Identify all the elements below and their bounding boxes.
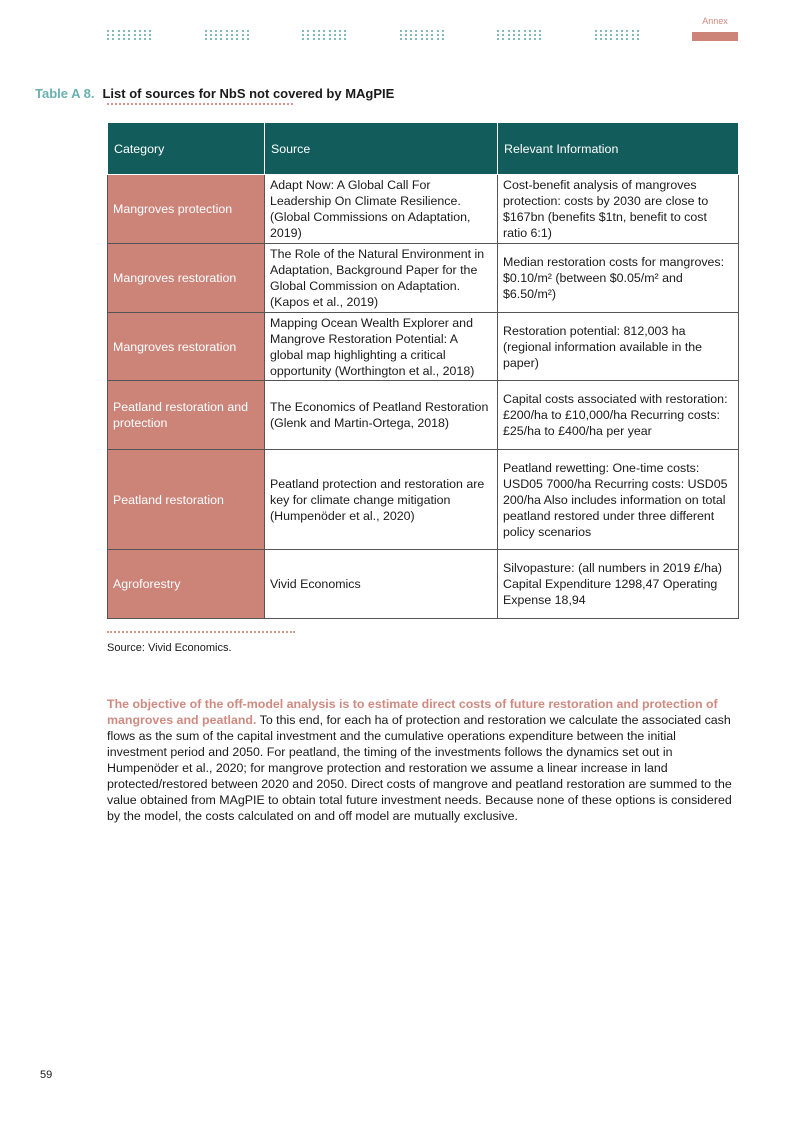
source-cell: Peatland protection and restoration are key for climate change mitigation (Humpenöder et al., 2020) xyxy=(265,450,498,550)
table-row xyxy=(108,313,739,381)
title-underline xyxy=(107,103,293,105)
category-cell: Peatland restoration xyxy=(108,450,265,550)
table-row xyxy=(108,550,739,619)
section-label: Annex xyxy=(702,16,728,26)
info-cell: Capital costs associated with restoration: £200/ha to £10,000/ha Recurring costs: £25/ha to £400/ha per year xyxy=(498,381,739,450)
dot-group xyxy=(107,30,153,42)
page-number: 59 xyxy=(40,1069,53,1081)
table-header-row xyxy=(108,123,739,175)
category-cell: Peatland restoration and protection xyxy=(108,381,265,450)
info-cell: Cost-benefit analysis of mangroves protection: costs by 2030 are close to $167bn (benefits $1tn, benefit to cost ratio 6:1) xyxy=(498,175,739,244)
dot-group xyxy=(302,30,348,42)
source-cell: Vivid Economics xyxy=(265,550,498,619)
info-cell: Peatland rewetting: One-time costs: USD05 7000/ha Recurring costs: USD05 200/ha Also includes information on total peatland restored under three different policy scenarios xyxy=(498,450,739,550)
info-cell: Restoration potential: 812,003 ha (regional information available in the paper) xyxy=(498,313,739,381)
info-cell: Silvopasture: (all numbers in 2019 £/ha) Capital Expenditure 1298,47 Operating Expense 18,94 xyxy=(498,550,739,619)
table-row xyxy=(108,450,739,550)
body-highlight: The objective of the off-model analysis is to estimate direct costs of future restoration and protection of mangroves and peatland. xyxy=(107,697,718,727)
source-divider xyxy=(107,631,295,633)
body-text: To this end, for each ha of protection and restoration we calculate the associated cash flows as the sum of the capital investment and the cumulative operations expenditure between the initial investment period and 2050. For peatland, the timing of the investments follows the dynamics set out in Humpenöder et al., 2020; for mangrove protection and restoration we assume a linear increase in land protected/restored between 2020 and 2050. Direct costs of mangrove and peatland restoration are summed to the value obtained from MAgPIE to obtain total future investment needs. Because none of these options is considered by the model, the costs calculated on and off model are mutually exclusive. xyxy=(107,713,732,823)
dot-group xyxy=(205,30,251,42)
table-title: List of sources for NbS not covered by MAgPIE xyxy=(102,86,395,101)
source-note: Source: Vivid Economics. xyxy=(107,642,232,654)
sources-table xyxy=(107,122,739,619)
category-cell: Mangroves restoration xyxy=(108,313,265,381)
table-caption xyxy=(35,86,394,101)
table-number: Table A 8. xyxy=(35,86,95,101)
source-cell: Mapping Ocean Wealth Explorer and Mangrove Restoration Potential: A global map highlighting a critical opportunity (Worthington et al., 2018) xyxy=(265,313,498,381)
section-accent-bar xyxy=(692,32,738,41)
source-cell: The Economics of Peatland Restoration (Glenk and Martin-Ortega, 2018) xyxy=(265,381,498,450)
category-cell: Agroforestry xyxy=(108,550,265,619)
category-cell: Mangroves restoration xyxy=(108,244,265,313)
source-cell: Adapt Now: A Global Call For Leadership On Climate Resilience. (Global Commissions on Adaptation, 2019) xyxy=(265,175,498,244)
info-cell: Median restoration costs for mangroves: $0.10/m² (between $0.05/m² and $6.50/m²) xyxy=(498,244,739,313)
dot-group xyxy=(497,30,543,42)
source-cell: The Role of the Natural Environment in Adaptation, Background Paper for the Global Commission on Adaptation. (Kapos et al., 2019) xyxy=(265,244,498,313)
column-header-info: Relevant Information xyxy=(498,123,739,175)
dot-group xyxy=(400,30,446,42)
table-row xyxy=(108,244,739,313)
column-header-category: Category xyxy=(108,123,265,175)
category-cell: Mangroves protection xyxy=(108,175,265,244)
dot-group xyxy=(595,30,641,42)
body-paragraph xyxy=(107,696,737,824)
table-row xyxy=(108,175,739,244)
column-header-source: Source xyxy=(265,123,498,175)
table-row xyxy=(108,381,739,450)
